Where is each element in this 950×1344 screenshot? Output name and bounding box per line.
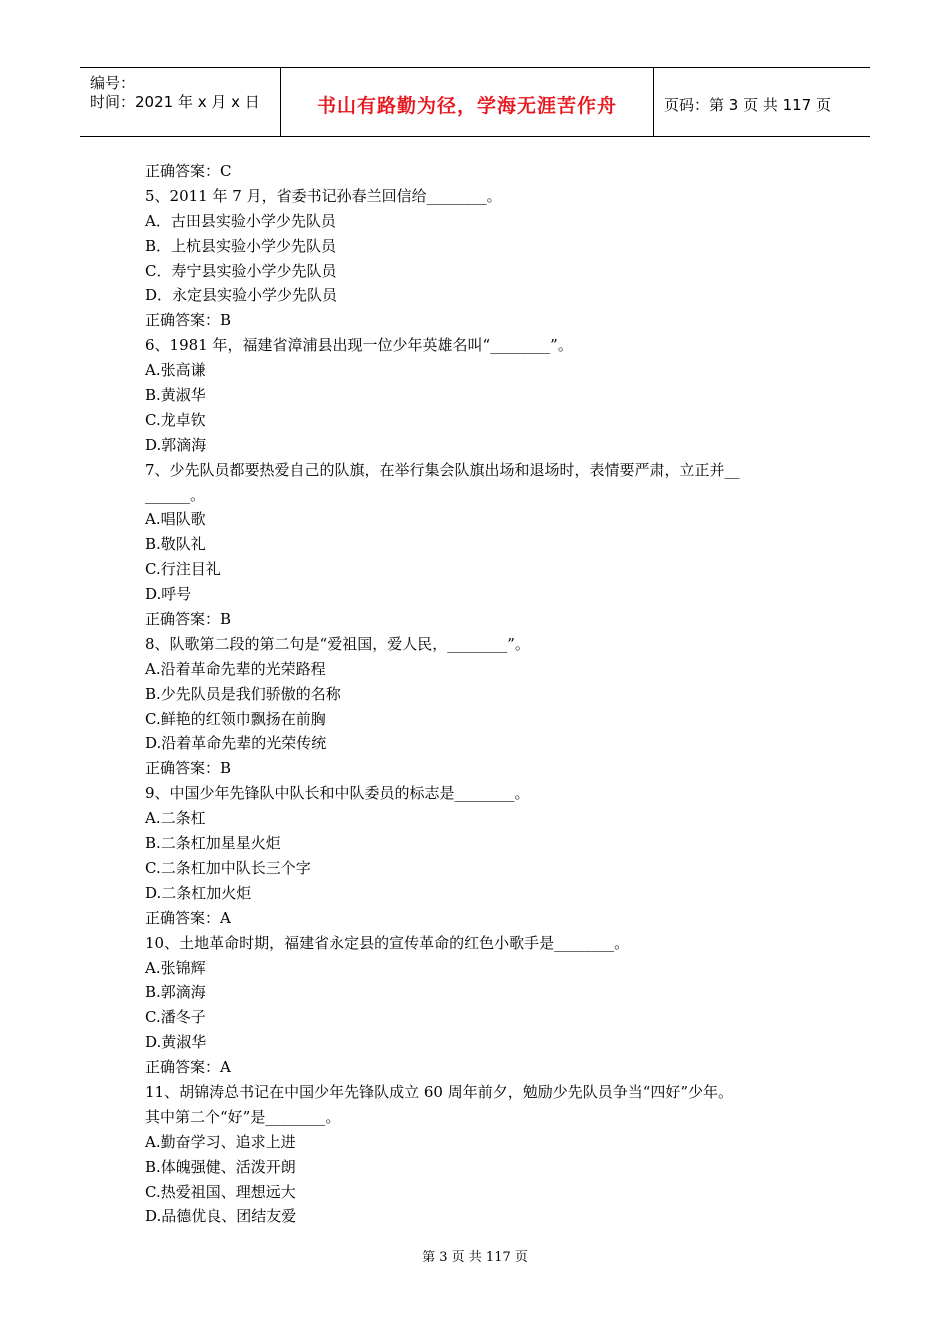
text-line: A.二条杠 [145, 809, 206, 828]
text-line: B．上杭县实验小学少先队员 [145, 236, 337, 255]
header-motto: 书山有路勤为径，学海无涯苦作舟 [316, 94, 617, 117]
text-line: C.潘冬子 [145, 1008, 206, 1027]
text-line: B.少先队员是我们骄傲的名称 [145, 684, 341, 703]
document-number-label: 编号： [90, 74, 136, 92]
text-line: C.鲜艳的红领巾飘扬在前胸 [145, 709, 326, 728]
text-line: D.品德优良、团结友爱 [145, 1207, 297, 1226]
text-line: 10、土地革命时期，福建省永定县的宣传革命的红色小歌手是________。 [145, 933, 630, 952]
text-line: D.黄淑华 [145, 1033, 207, 1052]
text-line: B.体魄强健、活泼开朗 [145, 1157, 296, 1176]
header-motto-cell [281, 68, 654, 136]
text-line: A.唱队歌 [145, 510, 206, 529]
text-line: B.敬队礼 [145, 535, 206, 554]
text-line: C.二条杠加中队长三个字 [145, 858, 311, 877]
header-page-info: 页码：第 3 页 共 117 页 [664, 95, 832, 114]
text-line: A.张锦辉 [145, 958, 206, 977]
text-line: 8、队歌第二段的第二句是“爱祖国，爱人民，________”。 [145, 634, 530, 653]
question-content [145, 159, 813, 1229]
text-line: 正确答案：B [145, 311, 232, 330]
text-line: D.呼号 [145, 585, 192, 604]
text-line: A.张高谦 [145, 361, 206, 380]
text-line: C.行注目礼 [145, 560, 221, 579]
text-line: D．永定县实验小学少先队员 [145, 286, 338, 305]
text-line: 5、2011 年 7 月，省委书记孙春兰回信给________。 [145, 186, 502, 205]
text-line: A.勤奋学习、追求上进 [145, 1132, 296, 1151]
text-line: B.二条杠加星星火炬 [145, 834, 281, 853]
page-header [80, 67, 870, 137]
text-line: D.郭滴海 [145, 435, 207, 454]
text-line: A．古田县实验小学少先队员 [145, 211, 336, 230]
header-page-cell [654, 68, 870, 136]
text-line: 6、1981 年，福建省漳浦县出现一位少年英雄名叫“________”。 [145, 336, 573, 355]
text-line: B.郭滴海 [145, 983, 206, 1002]
text-line: ______。 [145, 485, 206, 504]
text-line: 9、中国少年先锋队中队长和中队委员的标志是________。 [145, 784, 530, 803]
header-meta-cell [80, 68, 281, 136]
text-line: 正确答案：A [145, 1058, 231, 1077]
text-line: A.沿着革命先辈的光荣路程 [145, 659, 326, 678]
text-line: 正确答案：A [145, 908, 231, 927]
text-line: B.黄淑华 [145, 386, 206, 405]
text-line: 正确答案：C [145, 162, 232, 180]
text-line: D.沿着革命先辈的光荣传统 [145, 734, 327, 753]
text-line: D.二条杠加火炬 [145, 883, 252, 902]
text-line: C．寿宁县实验小学少先队员 [145, 261, 337, 280]
text-line: C.龙卓钦 [145, 410, 206, 429]
document-time-label: 时间：2021 年 x 月 x 日 [90, 93, 260, 111]
text-line: C.热爱祖国、理想远大 [145, 1182, 296, 1201]
page-footer: 第 3 页 共 117 页 [422, 1250, 528, 1265]
text-line: 其中第二个“好”是________。 [145, 1107, 341, 1126]
text-line: 正确答案：B [145, 610, 232, 629]
text-line: 正确答案：B [145, 759, 232, 778]
text-line: 11、胡锦涛总书记在中国少年先锋队成立 60 周年前夕，勉励少先队员争当“四好”少年。 [145, 1082, 734, 1101]
text-line: 7、少先队员都要热爱自己的队旗，在举行集会队旗出场和退场时，表情要严肃，立正并__ [145, 460, 740, 479]
